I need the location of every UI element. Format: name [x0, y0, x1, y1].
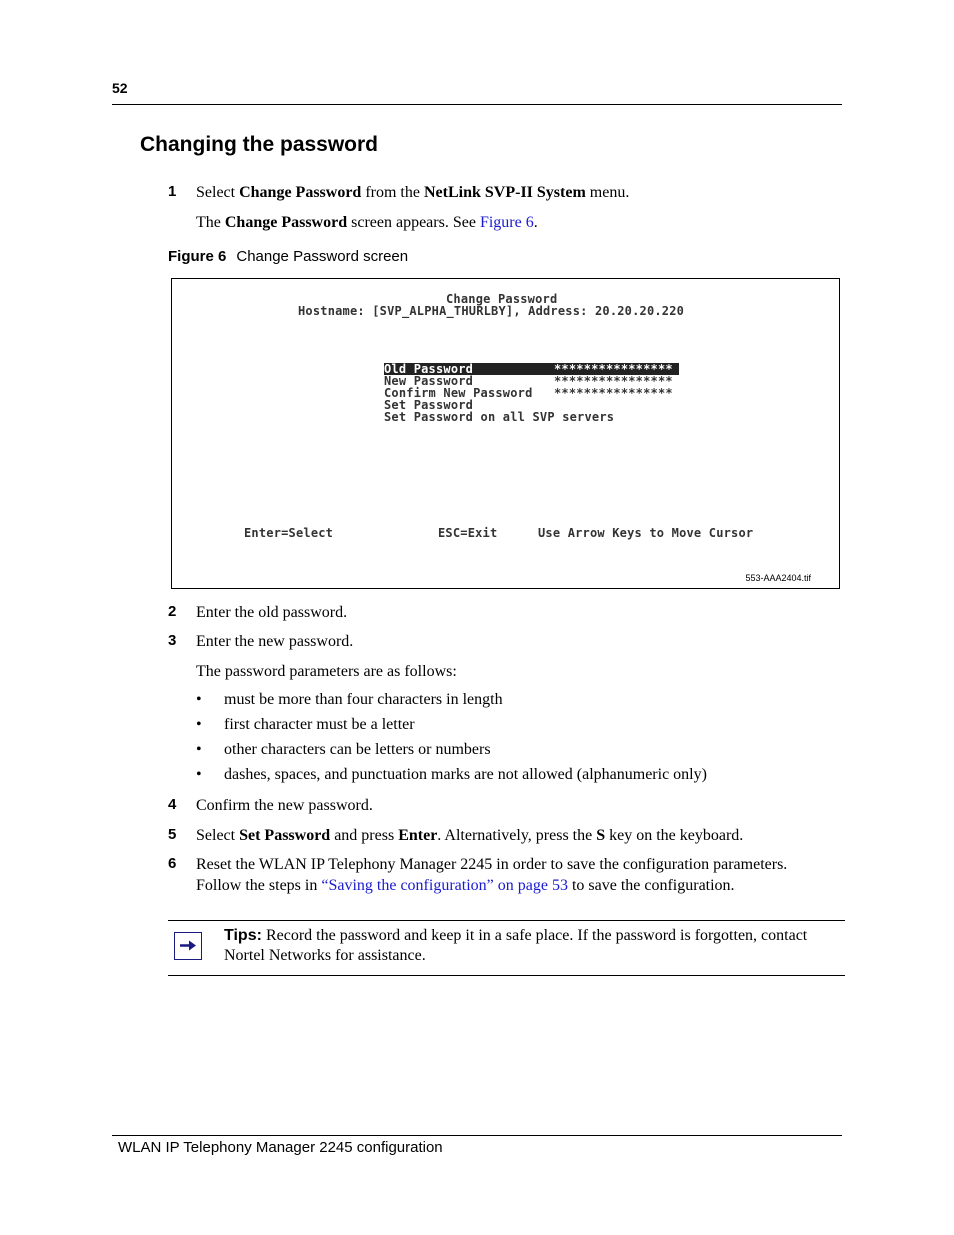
bullet-marker: • [196, 766, 202, 783]
footer-text: WLAN IP Telephony Manager 2245 configuration [118, 1139, 443, 1156]
step-number: 4 [168, 796, 177, 813]
menu-item-set-password-all-servers[interactable]: Set Password on all SVP servers [384, 410, 615, 424]
step-number: 3 [168, 632, 177, 649]
screen-footer-esc: ESC=Exit [438, 526, 498, 540]
param-item: must be more than four characters in length [224, 691, 503, 708]
step-number: 5 [168, 826, 177, 843]
bullet-marker: • [196, 716, 202, 733]
menu-item-set-password[interactable]: Set Password [384, 398, 474, 412]
figure-caption: Figure 6 Change Password screen [168, 248, 409, 265]
step-6-text: Reset the WLAN IP Telephony Manager 2245 in order to save the configuration parameters. Follow the steps in “Saving the configuration” on page 53 to save the configuration. [196, 856, 788, 894]
bullet-marker: • [196, 691, 202, 708]
step-number: 1 [168, 183, 177, 200]
step-5-text: Select Set Password and press Enter. Alternatively, press the S key on the keyboard. [196, 827, 744, 844]
menu-item-confirm-new-password[interactable]: Confirm New Password **************** [384, 386, 673, 400]
tips-label: Tips: [224, 927, 262, 944]
footer-rule [112, 1135, 842, 1136]
screen-hostname-line: Hostname: [SVP_ALPHA_THURLBY], Address: 20.20.20.220 [298, 304, 685, 318]
param-item: first character must be a letter [224, 716, 415, 733]
step-1-note: The Change Password screen appears. See Figure 6. [196, 214, 538, 231]
menu-item-old-password[interactable]: Old Password **************** [384, 363, 679, 375]
screen-footer-enter: Enter=Select [244, 526, 334, 540]
figure-change-password-screen [171, 278, 840, 589]
tips-bottom-rule [168, 975, 845, 976]
params-intro: The password parameters are as follows: [196, 663, 457, 680]
page-number: 52 [112, 80, 128, 96]
tips-text: Tips: Record the password and keep it in a safe place. If the password is forgotten, contact Nortel Networks for assistance. [224, 927, 808, 964]
bullet-marker: • [196, 741, 202, 758]
param-item: dashes, spaces, and punctuation marks are not allowed (alphanumeric only) [224, 766, 707, 783]
step-number: 2 [168, 603, 177, 620]
figure-file-id: 553-AAA2404.tif [745, 573, 811, 583]
step-1-text: Select Change Password from the NetLink SVP-II System menu. [196, 184, 630, 201]
screen-title: Change Password [446, 292, 558, 306]
arrow-right-icon [174, 932, 202, 960]
figure-6-link[interactable]: Figure 6 [479, 214, 534, 231]
step-2-text: Enter the old password. [196, 604, 348, 621]
step-number: 6 [168, 855, 177, 872]
saving-configuration-link[interactable]: “Saving the configuration” on page 53 [321, 877, 568, 894]
header-rule [112, 104, 842, 105]
param-item: other characters can be letters or numbers [224, 741, 491, 758]
screen-footer-arrows: Use Arrow Keys to Move Cursor [538, 526, 754, 540]
step-3-text: Enter the new password. [196, 633, 354, 650]
step-4-text: Confirm the new password. [196, 797, 373, 814]
menu-item-new-password[interactable]: New Password **************** [384, 374, 673, 388]
section-title: Changing the password [140, 133, 379, 156]
tips-top-rule [168, 920, 845, 921]
